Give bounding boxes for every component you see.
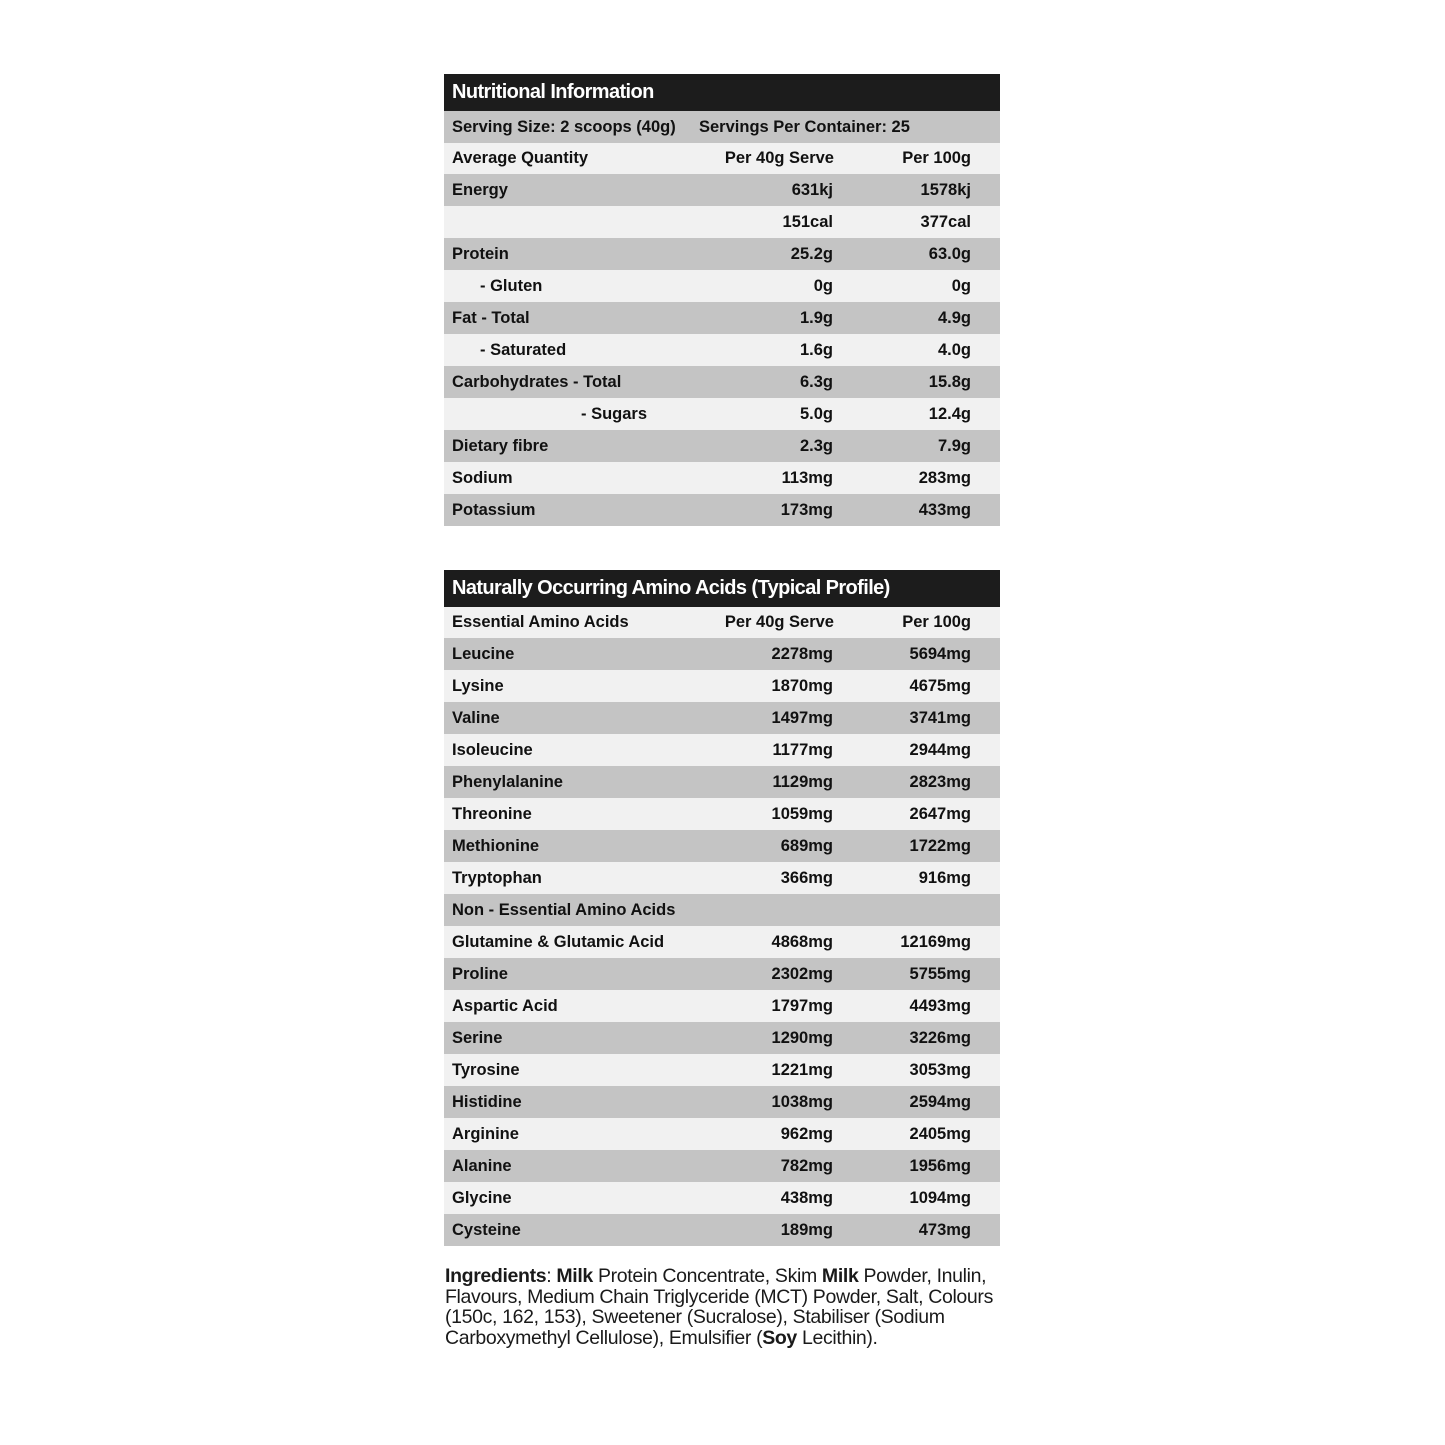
amino-row — [444, 1086, 1000, 1118]
nutrient-per100: 12.4g — [928, 405, 971, 423]
nutrition-row — [444, 398, 1000, 430]
nutrient-per100: 283mg — [918, 469, 971, 487]
amino-per100: 3226mg — [909, 1029, 971, 1047]
nutrient-per100: 4.0g — [937, 341, 971, 359]
amino-serve: 366mg — [780, 869, 833, 887]
amino-per100: 5694mg — [909, 645, 971, 663]
nutrition-row — [444, 462, 1000, 494]
nutrient-serve: 1.6g — [799, 341, 833, 359]
allergen-milk: Milk — [556, 1265, 593, 1287]
nutrient-name: - Sugars — [581, 405, 648, 423]
serving-info-row — [444, 111, 1000, 143]
amino-name: Histidine — [452, 1093, 522, 1111]
amino-title: Naturally Occurring Amino Acids (Typical Profile) — [444, 570, 1000, 607]
amino-serve: 189mg — [780, 1221, 833, 1239]
nutrient-name: Sodium — [452, 469, 513, 487]
amino-serve: 1870mg — [771, 677, 833, 695]
amino-serve: 1221mg — [771, 1061, 833, 1079]
amino-name: Leucine — [452, 645, 515, 663]
nutrition-row — [444, 238, 1000, 270]
nutrition-row — [444, 302, 1000, 334]
nutrition-panel — [444, 74, 1000, 526]
amino-row — [444, 1150, 1000, 1182]
amino-row — [444, 1214, 1000, 1246]
nutrient-per100: 0g — [951, 277, 971, 295]
amino-name: Tyrosine — [452, 1061, 520, 1079]
amino-row — [444, 958, 1000, 990]
amino-row — [444, 1182, 1000, 1214]
serving-size: Serving Size: 2 scoops (40g) — [452, 118, 676, 136]
nutrient-name: Fat - Total — [452, 309, 530, 327]
amino-row — [444, 990, 1000, 1022]
nutrient-per100: 4.9g — [937, 309, 971, 327]
non-essential-heading: Non - Essential Amino Acids — [452, 901, 676, 919]
amino-per100: 12169mg — [900, 933, 971, 951]
nutrient-per100: 15.8g — [928, 373, 971, 391]
amino-serve: 1497mg — [771, 709, 833, 727]
amino-name: Glutamine & Glutamic Acid — [452, 933, 665, 951]
nutrient-name: - Saturated — [480, 341, 567, 359]
amino-serve: 962mg — [780, 1125, 833, 1143]
amino-serve: 2278mg — [771, 645, 833, 663]
allergen-milk: Milk — [821, 1265, 859, 1287]
amino-serve: 1129mg — [772, 773, 833, 791]
amino-row — [444, 1054, 1000, 1086]
amino-serve: 689mg — [780, 837, 833, 855]
column-per-100g: Per 100g — [902, 149, 971, 167]
nutrient-serve: 631kj — [791, 181, 833, 199]
nutrient-name: Protein — [452, 245, 509, 263]
nutrition-row — [444, 270, 1000, 302]
nutrient-serve: 173mg — [780, 501, 833, 519]
amino-name: Alanine — [452, 1157, 512, 1175]
column-essential-amino-acids: Essential Amino Acids — [452, 613, 629, 631]
nutrient-serve: 6.3g — [799, 373, 833, 391]
non-essential-heading-row — [444, 894, 1000, 926]
nutrient-name: Energy — [452, 181, 508, 199]
amino-per100: 1094mg — [909, 1189, 971, 1207]
nutrition-row — [444, 206, 1000, 238]
amino-per100: 916mg — [918, 869, 971, 887]
amino-name: Glycine — [452, 1189, 512, 1207]
amino-per100: 473mg — [918, 1221, 971, 1239]
amino-name: Threonine — [452, 805, 532, 823]
nutrition-column-header — [444, 143, 1000, 174]
amino-name: Aspartic Acid — [452, 997, 558, 1015]
nutrient-per100: 377cal — [920, 213, 971, 231]
nutrient-name: Potassium — [452, 501, 536, 519]
amino-name: Cysteine — [452, 1221, 521, 1239]
amino-name: Tryptophan — [452, 869, 542, 887]
amino-per100: 2405mg — [909, 1125, 971, 1143]
ingredients-label: Ingredients — [445, 1265, 547, 1287]
amino-acids-panel — [444, 570, 1000, 1246]
nutrient-serve: 1.9g — [799, 309, 833, 327]
ingredients-text — [445, 1266, 1015, 1348]
amino-per100: 1956mg — [909, 1157, 971, 1175]
nutrition-row — [444, 334, 1000, 366]
ingredients-part2: Powder, Inulin, Flavours, Medium Chain Triglyceride (MCT) Powder, Salt, Colours (150c, 162, 153), Sweetener (Sucralose), Stabiliser (Sodium Carboxymethyl Cellulose), Emulsifier ( — [445, 1265, 993, 1349]
column-per-100g: Per 100g — [902, 613, 971, 631]
amino-per100: 4675mg — [909, 677, 971, 695]
amino-per100: 1722mg — [909, 837, 971, 855]
amino-name: Serine — [452, 1029, 503, 1047]
amino-serve: 1177mg — [772, 741, 833, 759]
amino-name: Isoleucine — [452, 741, 533, 759]
amino-name: Phenylalanine — [452, 773, 563, 791]
amino-serve: 782mg — [780, 1157, 833, 1175]
amino-per100: 2944mg — [909, 741, 971, 759]
amino-per100: 4493mg — [909, 997, 971, 1015]
allergen-soy: Soy — [762, 1326, 797, 1349]
amino-serve: 438mg — [780, 1189, 833, 1207]
amino-name: Methionine — [452, 837, 540, 855]
amino-per100: 3741mg — [909, 709, 971, 727]
ingredients-colon: : — [546, 1265, 557, 1287]
nutrition-row — [444, 366, 1000, 398]
nutrient-name: - Gluten — [480, 277, 543, 295]
nutrition-row — [444, 494, 1000, 526]
amino-serve: 4868mg — [771, 933, 833, 951]
amino-row — [444, 1118, 1000, 1150]
amino-row — [444, 670, 1000, 702]
nutrition-row — [444, 174, 1000, 206]
amino-name: Lysine — [452, 677, 504, 695]
servings-per-container: Servings Per Container: 25 — [699, 118, 910, 136]
nutrient-serve: 151cal — [782, 213, 833, 231]
nutrient-per100: 7.9g — [937, 437, 971, 455]
amino-serve: 2302mg — [771, 965, 833, 983]
amino-per100: 3053mg — [909, 1061, 971, 1079]
amino-name: Arginine — [452, 1125, 519, 1143]
column-per-serve: Per 40g Serve — [724, 149, 834, 167]
nutrient-name: Dietary fibre — [452, 437, 549, 455]
nutrient-serve: 113mg — [781, 469, 833, 487]
column-average-quantity: Average Quantity — [452, 149, 589, 167]
amino-serve: 1797mg — [771, 997, 833, 1015]
nutrient-per100: 433mg — [918, 501, 971, 519]
amino-name: Proline — [452, 965, 508, 983]
nutrition-title: Nutritional Information — [444, 74, 1000, 111]
amino-serve: 1038mg — [771, 1093, 833, 1111]
amino-serve: 1290mg — [771, 1029, 833, 1047]
amino-serve: 1059mg — [771, 805, 833, 823]
amino-per100: 2594mg — [909, 1093, 971, 1111]
amino-per100: 2823mg — [909, 773, 971, 791]
amino-row — [444, 926, 1000, 958]
amino-name: Valine — [452, 709, 500, 727]
amino-row — [444, 1022, 1000, 1054]
amino-per100: 2647mg — [909, 805, 971, 823]
nutrient-serve: 5.0g — [799, 405, 833, 423]
amino-row — [444, 638, 1000, 670]
nutrient-name: Carbohydrates - Total — [452, 373, 622, 391]
amino-row — [444, 798, 1000, 830]
nutrient-serve: 25.2g — [790, 245, 833, 263]
amino-row — [444, 734, 1000, 766]
amino-row — [444, 830, 1000, 862]
nutrient-serve: 2.3g — [799, 437, 833, 455]
amino-column-header — [444, 607, 1000, 638]
ingredients-part3: Lecithin). — [796, 1326, 878, 1349]
nutrient-per100: 63.0g — [928, 245, 971, 263]
nutrient-per100: 1578kj — [920, 181, 971, 199]
column-per-serve: Per 40g Serve — [724, 613, 834, 631]
ingredients-part1: Protein Concentrate, Skim — [592, 1265, 822, 1287]
amino-row — [444, 702, 1000, 734]
nutrition-row — [444, 430, 1000, 462]
nutrient-serve: 0g — [813, 277, 833, 295]
amino-row — [444, 862, 1000, 894]
amino-row — [444, 766, 1000, 798]
amino-per100: 5755mg — [909, 965, 971, 983]
